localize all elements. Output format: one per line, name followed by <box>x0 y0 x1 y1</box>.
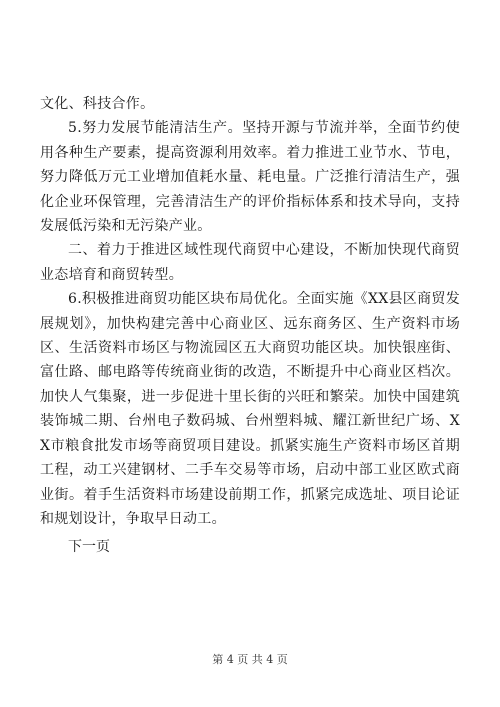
paragraph-commerce-layout: 6.积极推进商贸功能区块布局优化。全面实施《XX县区商贸发展规划》，加快构建完善中心商业区、远东商务区、生产资料市场区、生活资料市场区与物流园区五大商贸功能区块。加快银座街、富仕路、邮电路等传统商业街的改造，不断提升中心商业区档次。加快人气集聚，进一步促进十里长街的兴旺和繁荣。加快中国建筑装饰城二期、台州电子数码城、台州塑料城、耀江新世纪广场、XX市粮食批发市场等商贸项目建设。抓紧实施生产资料市场区首期工程，动工兴建钢材、二手车交易等市场，启动中部工业区欧式商业街。着手生活资料市场建设前期工作，抓紧完成选址、项目论证和规划设计，争取早日动工。 <box>40 291 460 527</box>
document-body <box>40 92 460 560</box>
page-footer: 第 4 页 共 4 页 <box>212 653 288 666</box>
paragraph-energy-saving: 5.努力发展节能清洁生产。坚持开源与节流并举，全面节约使用各种生产要素，提高资源利用效率。着力推进工业节水、节电，努力降低万元工业增加值耗水量、耗电量。广泛推行清洁生产，强化企业环保管理，完善清洁生产的评价指标体系和技术导向，支持发展低污染和无污染产业。 <box>40 120 460 235</box>
paragraph-section-heading: 二、着力于推进区域性现代商贸中心建设，不断加快现代商贸业态培育和商贸转型。 <box>40 242 460 283</box>
paragraph-continuation: 文化、科技合作。 <box>40 96 155 112</box>
next-page-link[interactable]: 下一页 <box>68 539 110 556</box>
